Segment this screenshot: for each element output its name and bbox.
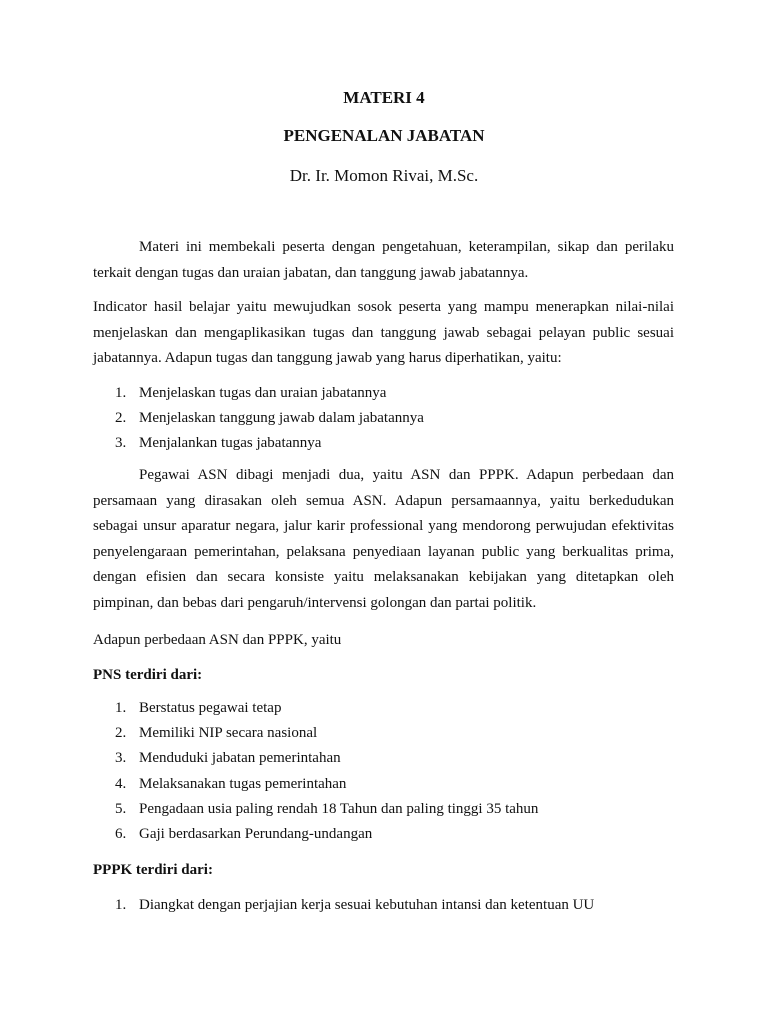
asn-paragraph: Pegawai ASN dibagi menjadi dua, yaitu ASN dan PPPK. Adapun perbedaan dan persamaan yang dirasakan oleh semua ASN. Adapun persamaannya, yaitu berkedudukan sebagai unsur aparatur negara, jalur karir professional yang mendorong perwujudan efektivitas penyelengaraan pemerintahan, pelaksana penyediaan layanan public yang berkualitas prima, dengan efisien dan secara konsiste yaitu melaksanakan kebijakan yang ditetapkan oleh pimpinan, dan bebas dari pengaruh/intervensi golongan dan partai politik. (93, 467, 674, 611)
list-item-number: 1. (115, 700, 127, 716)
list-item (93, 822, 674, 847)
list-item-number: 2. (115, 725, 127, 742)
list-item (93, 772, 674, 797)
list-item-number: 5. (115, 800, 127, 817)
list-item-number: 1. (115, 385, 127, 401)
list-item (93, 797, 674, 822)
pns-list (93, 696, 674, 847)
list-item-text: Menjelaskan tanggung jawab dalam jabatannya (139, 410, 424, 427)
list-item-text: Menjalankan tugas jabatannya (139, 435, 322, 452)
list-item-number: 1. (115, 897, 127, 913)
list-item (93, 746, 674, 771)
tasks-list (93, 381, 674, 457)
indicator-paragraph: Indicator hasil belajar yaitu mewujudkan sosok peserta yang mampu menerapkan nilai-nilai menjelaskan dan mengaplikasikan tugas dan tanggung jawab sebagai pelayan public sesuai jabatannya. Adapun tugas dan tanggung jawab yang harus diperhatikan, yaitu: (93, 299, 674, 366)
document-title: MATERI 4 (343, 88, 425, 107)
list-item (93, 721, 674, 746)
pppk-heading: PPPK terdiri dari: (93, 862, 213, 878)
list-item (93, 893, 674, 918)
list-item-number: 2. (115, 410, 127, 427)
list-item (93, 696, 674, 721)
list-item-number: 6. (115, 825, 127, 842)
list-item-number: 4. (115, 775, 127, 792)
difference-paragraph: Adapun perbedaan ASN dan PPPK, yaitu (93, 632, 342, 648)
list-item-number: 3. (115, 435, 127, 452)
list-item-text: Gaji berdasarkan Perundang-undangan (139, 825, 373, 842)
list-item-text: Memiliki NIP secara nasional (139, 725, 318, 742)
list-item (93, 406, 674, 431)
list-item-text: Menduduki jabatan pemerintahan (139, 750, 341, 767)
document-subtitle: PENGENALAN JABATAN (283, 126, 485, 145)
list-item-text: Melaksanakan tugas pemerintahan (139, 775, 347, 792)
list-item-number: 3. (115, 750, 127, 767)
list-item-text: Diangkat dengan perjajian kerja sesuai kebutuhan intansi dan ketentuan UU (139, 897, 595, 913)
list-item (93, 431, 674, 456)
intro-paragraph: Materi ini membekali peserta dengan pengetahuan, keterampilan, sikap dan perilaku terkait dengan tugas dan uraian jabatan, dan tanggung jawab jabatannya. (93, 239, 674, 281)
list-item-text: Berstatus pegawai tetap (139, 700, 282, 716)
list-item (93, 381, 674, 406)
pppk-list (93, 893, 674, 918)
document-author: Dr. Ir. Momon Rivai, M.Sc. (289, 166, 479, 185)
list-item-text: Pengadaan usia paling rendah 18 Tahun dan paling tinggi 35 tahun (139, 800, 539, 817)
list-item-text: Menjelaskan tugas dan uraian jabatannya (139, 385, 387, 401)
pns-heading: PNS terdiri dari: (93, 667, 203, 683)
